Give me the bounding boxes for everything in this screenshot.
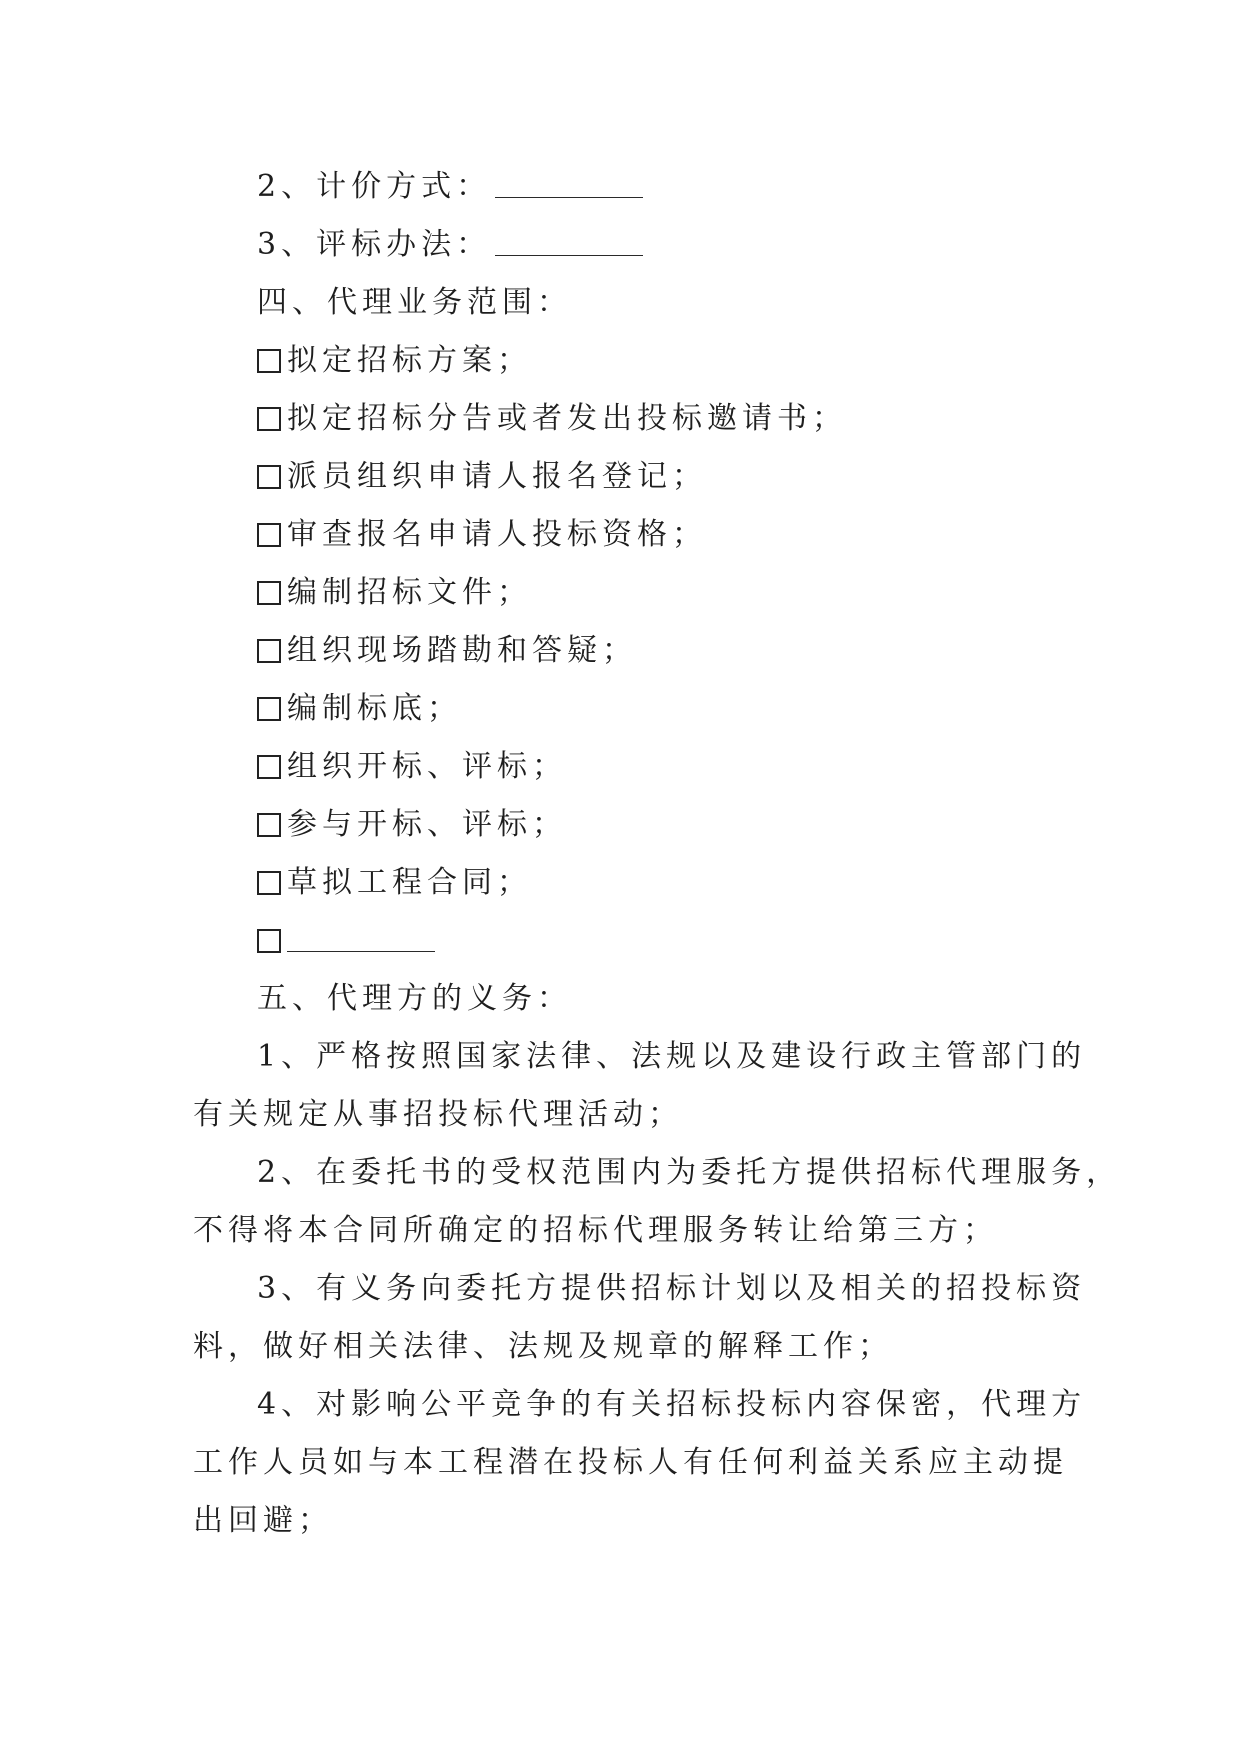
scope-item-label: 参与开标、评标； <box>287 807 567 842</box>
scope-item-label: 编制标底； <box>287 691 462 726</box>
scope-item-label: 编制招标文件； <box>287 575 532 610</box>
scope-item-label: 组织开标、评标； <box>287 749 567 784</box>
section-4-heading: 四、代理业务范围： <box>257 285 572 320</box>
scope-item <box>193 796 1073 854</box>
duty-line: 不得将本合同所确定的招标代理服务转让给第三方； <box>193 1213 998 1248</box>
scope-item-label: 审查报名申请人投标资格； <box>287 517 707 552</box>
scope-item-label: 草拟工程合同； <box>287 865 532 900</box>
checkbox-icon <box>257 523 281 547</box>
duty-paragraph <box>193 1260 1087 1376</box>
pricing-method-label: 2、计价方式： <box>257 169 492 204</box>
checkbox-icon <box>257 581 281 605</box>
pricing-method-blank <box>495 167 643 198</box>
scope-item <box>193 564 1073 622</box>
scope-item <box>193 390 1073 448</box>
duty-line: 出回避； <box>193 1503 333 1538</box>
scope-item-label: 组织现场踏勘和答疑； <box>287 633 637 668</box>
checkbox-icon <box>257 755 281 779</box>
pricing-method-line <box>193 158 1073 216</box>
duty-line: 工作人员如与本工程潜在投标人有任何利益关系应主动提 <box>193 1445 1068 1480</box>
scope-item-label: 拟定招标分告或者发出投标邀请书； <box>287 401 847 436</box>
scope-item <box>193 854 1073 912</box>
section-5-heading: 五、代理方的义务： <box>257 981 572 1016</box>
duty-line: 有关规定从事招投标代理活动； <box>193 1097 683 1132</box>
evaluation-method-label: 3、评标办法： <box>257 227 492 262</box>
checkbox-icon <box>257 871 281 895</box>
scope-item <box>193 332 1073 390</box>
scope-item-other <box>193 912 1073 970</box>
checkbox-icon <box>257 407 281 431</box>
checkbox-icon <box>257 465 281 489</box>
checkbox-icon <box>257 697 281 721</box>
evaluation-method-line <box>193 216 1073 274</box>
scope-item-label: 派员组织申请人报名登记； <box>287 459 707 494</box>
duty-paragraph <box>193 1144 1122 1260</box>
checkbox-icon <box>257 349 281 373</box>
scope-item <box>193 506 1073 564</box>
scope-item <box>193 622 1073 680</box>
duty-line: 3、有义务向委托方提供招标计划以及相关的招投标资 <box>257 1271 1087 1306</box>
document-body <box>193 158 1122 1550</box>
duty-line: 2、在委托书的受权范围内为委托方提供招标代理服务， <box>257 1155 1122 1190</box>
checkbox-icon <box>257 639 281 663</box>
checkbox-icon <box>257 929 281 953</box>
scope-other-blank <box>287 921 435 952</box>
duty-paragraph <box>193 1376 1087 1550</box>
duty-line: 1、严格按照国家法律、法规以及建设行政主管部门的 <box>257 1039 1087 1074</box>
duty-line: 料，做好相关法律、法规及规章的解释工作； <box>193 1329 893 1364</box>
evaluation-method-blank <box>495 225 643 256</box>
scope-item-label: 拟定招标方案； <box>287 343 532 378</box>
scope-item <box>193 738 1073 796</box>
duty-paragraph <box>193 1028 1087 1144</box>
scope-item <box>193 680 1073 738</box>
duty-line: 4、对影响公平竞争的有关招标投标内容保密，代理方 <box>257 1387 1087 1422</box>
checkbox-icon <box>257 813 281 837</box>
scope-item <box>193 448 1073 506</box>
